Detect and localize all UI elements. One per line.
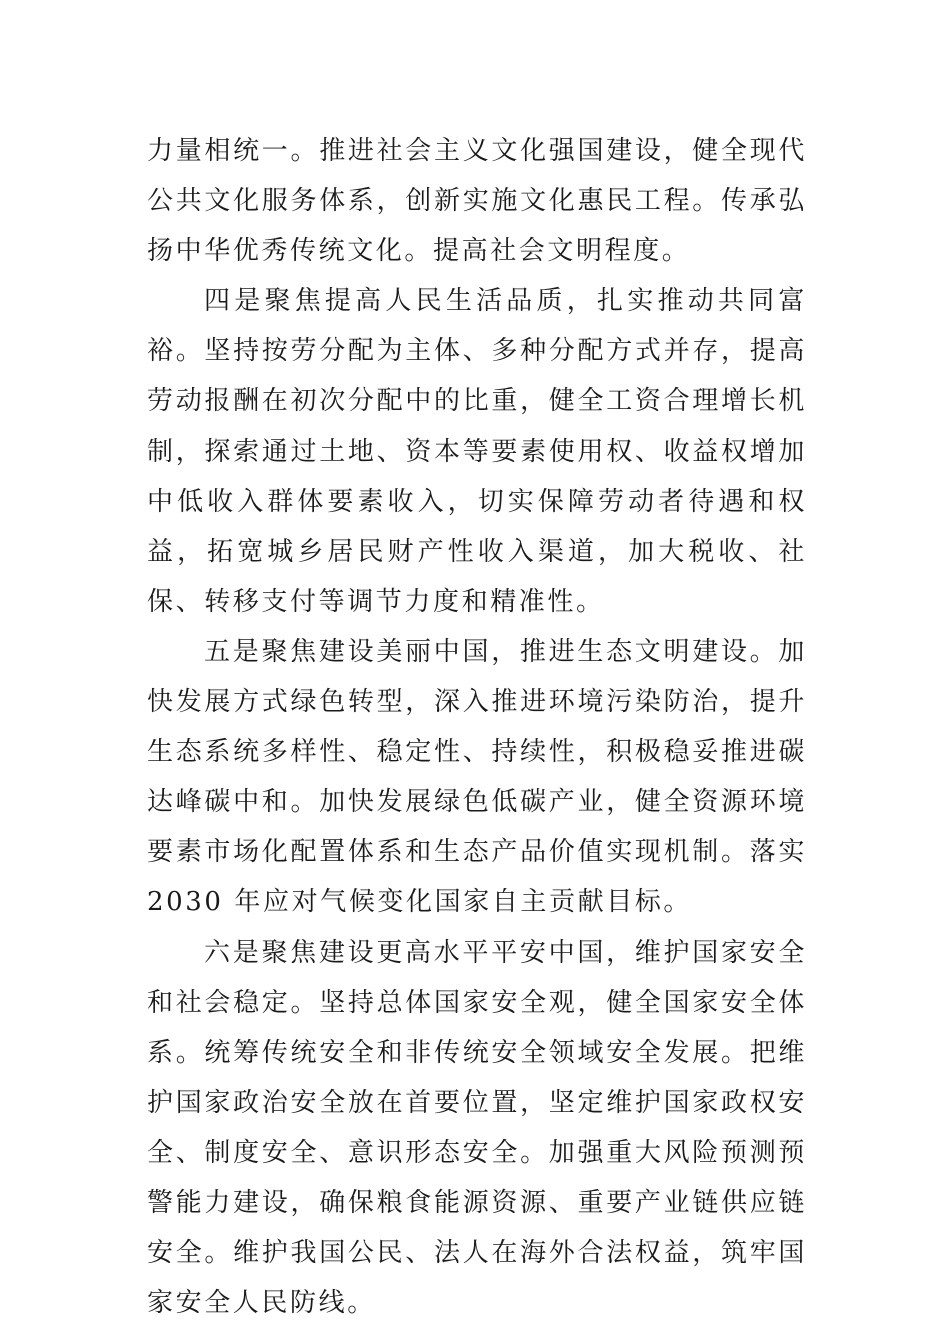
paragraph-six: 六是聚焦建设更高水平平安中国，维护国家安全和社会稳定。坚持总体国家安全观，健全国家安全体系。统筹传统安全和非传统安全领域安全发展。把维护国家政治安全放在首要位置，坚定维护国家政权安全、制度安全、意识形态安全。加强重大风险预测预警能力建设，确保粮食能源资源、重要产业链供应链安全。维护我国公民、法人在海外合法权益，筑牢国家安全人民防线。	[147, 937, 807, 1319]
paragraph-continuation: 力量相统一。推进社会主义文化强国建设，健全现代公共文化服务体系，创新实施文化惠民工程。传承弘扬中华优秀传统文化。提高社会文明程度。	[147, 136, 807, 267]
document-body	[147, 126, 807, 1328]
paragraph-four: 四是聚焦提高人民生活品质，扎实推动共同富裕。坚持按劳分配为主体、多种分配方式并存，提高劳动报酬在初次分配中的比重，健全工资合理增长机制，探索通过土地、资本等要素使用权、收益权增加中低收入群体要素收入，切实保障劳动者待遇和权益，拓宽城乡居民财产性收入渠道，加大税收、社保、转移支付等调节力度和精准性。	[147, 286, 807, 617]
paragraph-five: 五是聚焦建设美丽中国，推进生态文明建设。加快发展方式绿色转型，深入推进环境污染防治，提升生态系统多样性、稳定性、持续性，积极稳妥推进碳达峰碳中和。加快发展绿色低碳产业，健全资源环境要素市场化配置体系和生态产品价值实现机制。落实 2030 年应对气候变化国家自主贡献目标。	[147, 636, 807, 918]
